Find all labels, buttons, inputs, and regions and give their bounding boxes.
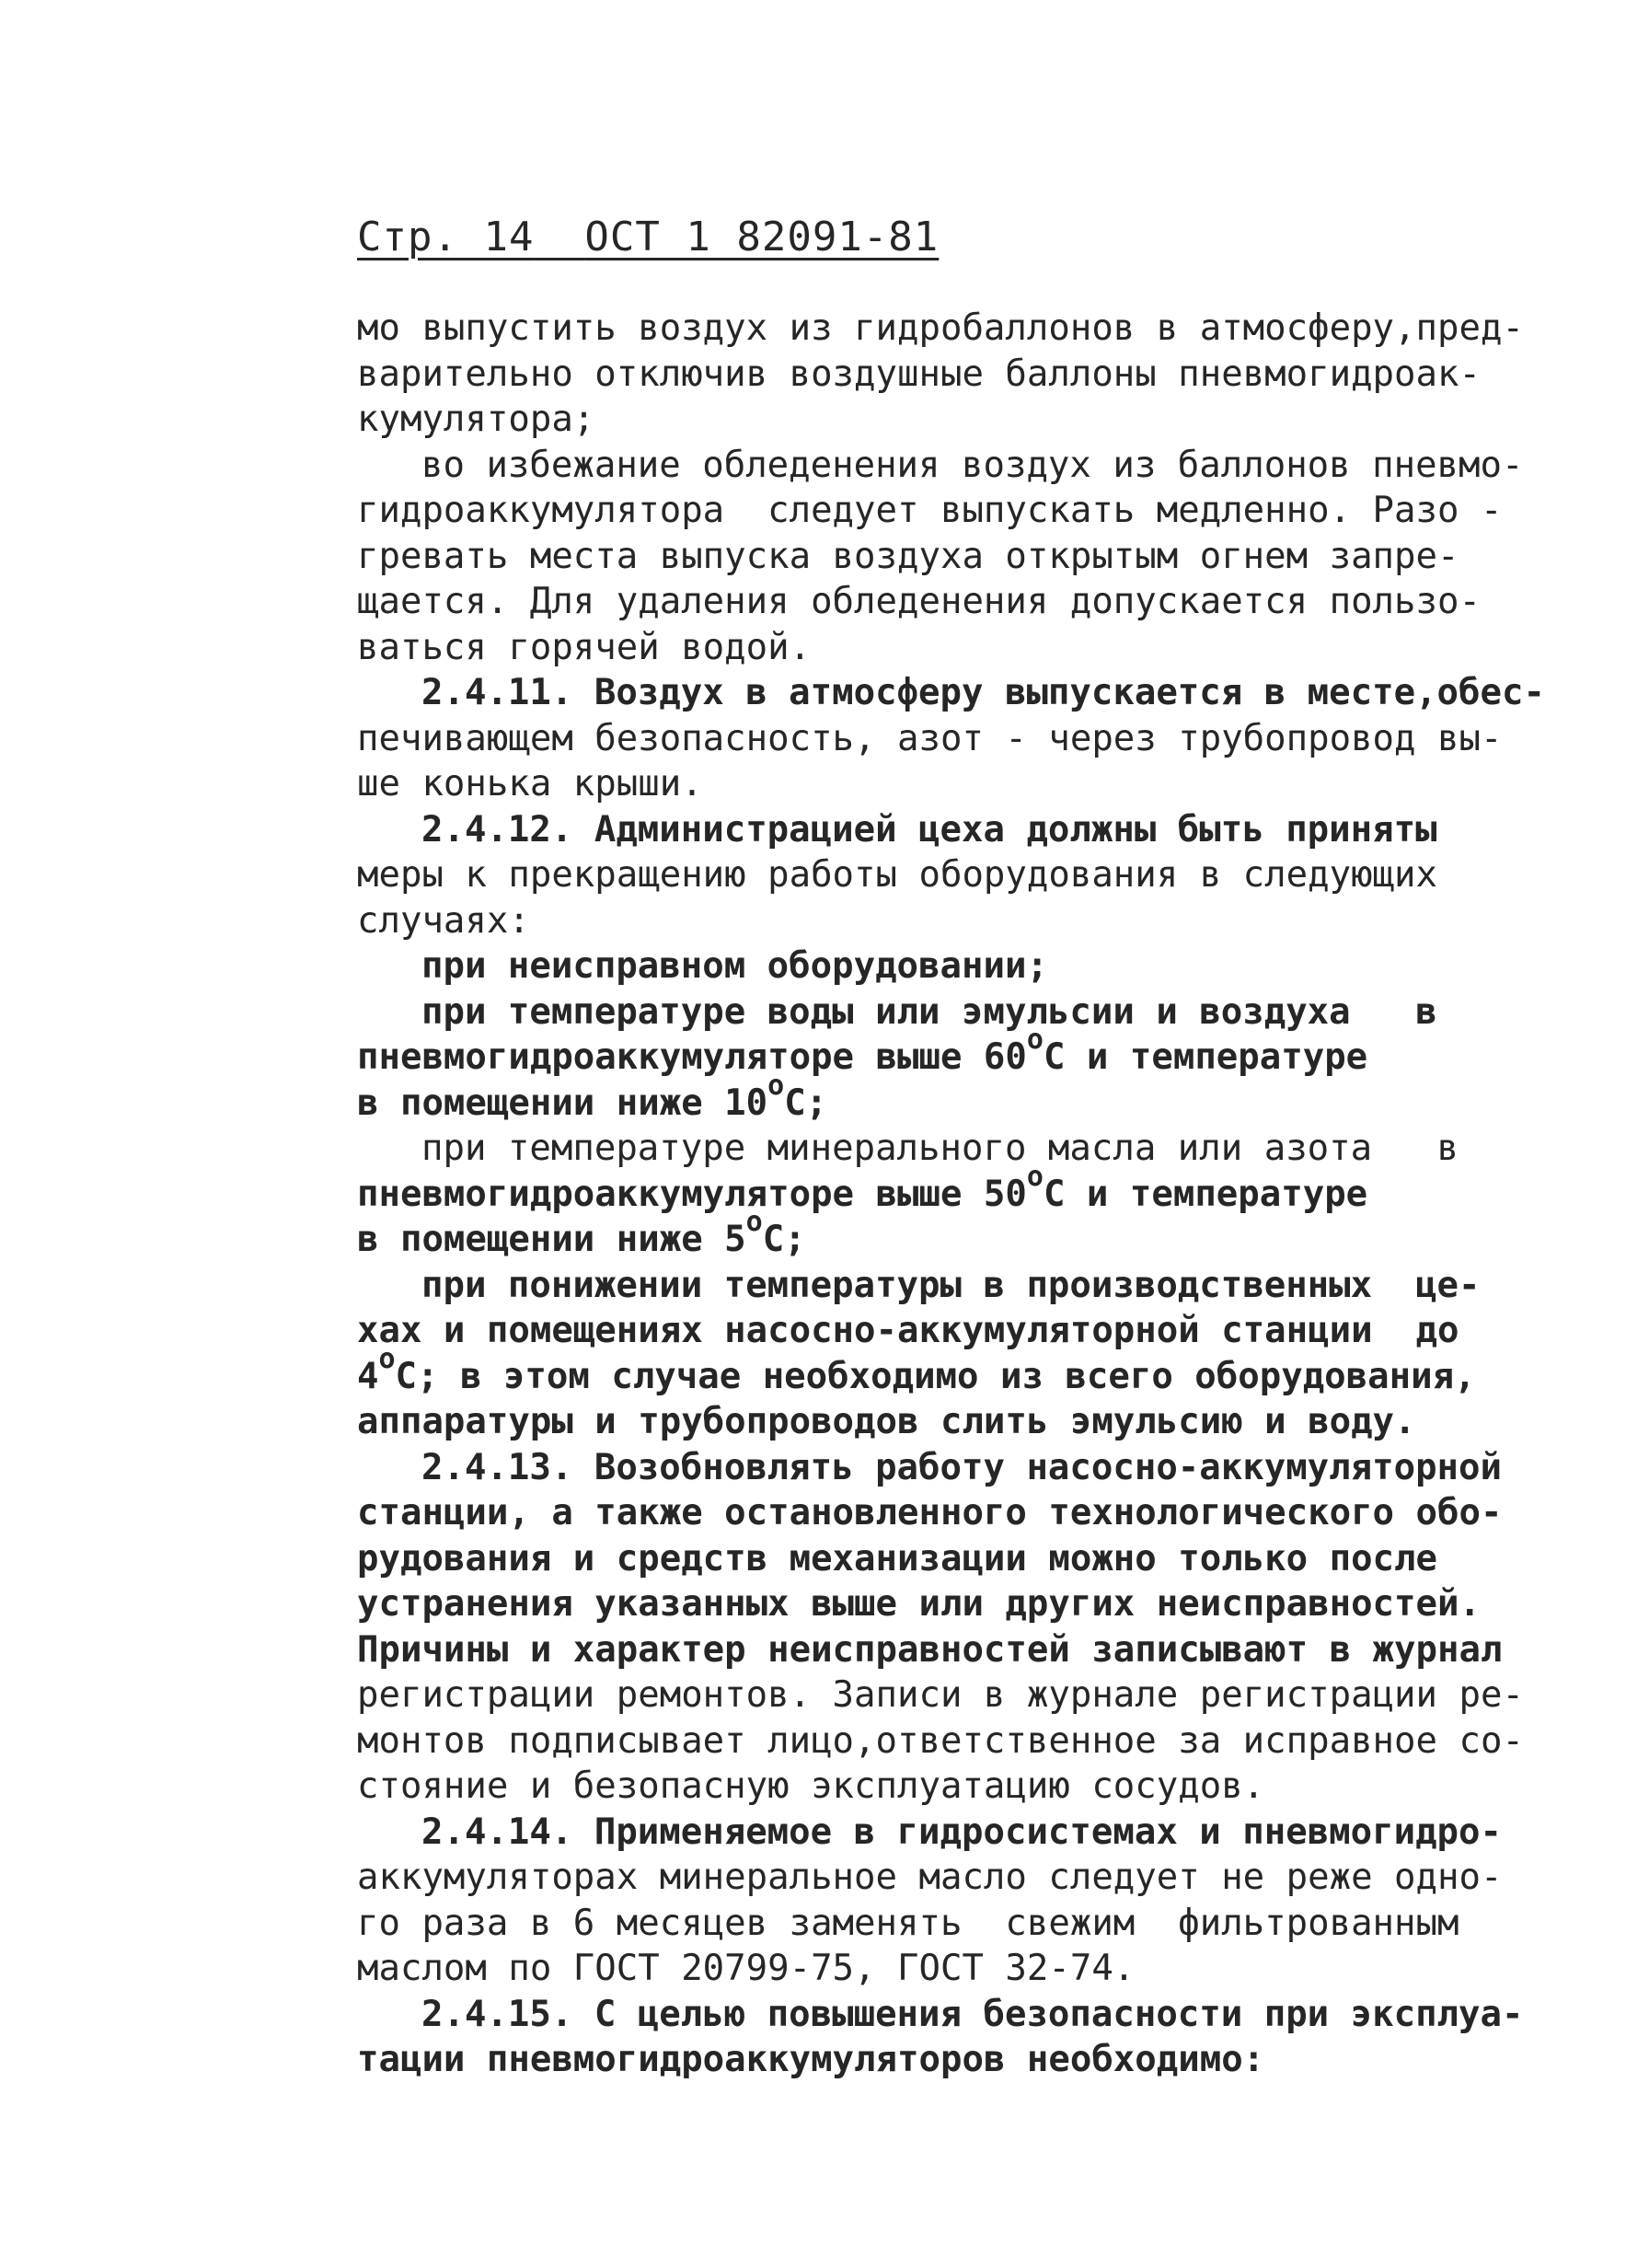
degree-sign: o — [378, 1342, 396, 1375]
text-line: регистрации ремонтов. Записи в журнале регистрации ре- — [357, 1674, 1524, 1716]
page-header — [357, 214, 939, 260]
degree-sign: o — [1026, 1160, 1044, 1193]
degree-sign: o — [745, 1206, 763, 1238]
list-item-oil-temp: при температуре минерального масла или азота в — [421, 1128, 1459, 1169]
text-line: стояние и безопасную эксплуатацию сосудов. — [357, 1765, 1265, 1807]
text-line: во избежание обледенения воздух из баллонов пневмо- — [421, 444, 1524, 486]
degree-sign: o — [1026, 1024, 1044, 1056]
text-line: аппаратуры и трубопроводов слить эмульсию и воду. — [357, 1401, 1416, 1442]
section-2-4-14: 2.4.14. Применяемое в гидросистемах и пневмогидро- — [421, 1811, 1502, 1853]
text-line: тации пневмогидроаккумуляторов необходимо: — [357, 2039, 1265, 2080]
text-line: рудования и средств механизации можно только после — [357, 1537, 1437, 1580]
text-line: мо выпустить воздух из гидробаллонов в атмосферу,пред- — [357, 307, 1524, 349]
text-line: щается. Для удаления обледенения допускается пользо- — [357, 581, 1481, 622]
text-line: меры к прекращению работы оборудования в следующих — [357, 854, 1437, 896]
text-line: Причины и характер неисправностей записывают в журнал — [357, 1628, 1503, 1671]
text-line-with-degree: в помещении ниже 10$^o$C; — [357, 1069, 828, 1124]
text-line: устранения указанных выше или других неисправностей. — [357, 1583, 1481, 1625]
text-line: гревать места выпуска воздуха открытым огнем запре- — [357, 535, 1459, 577]
text-line: станции, а также остановленного технологического обо- — [357, 1492, 1503, 1533]
list-item-low-temp: при понижении температуры в производственных це- — [421, 1264, 1481, 1306]
degree-sign: o — [767, 1069, 785, 1102]
text-line-with-degree: 4$^o$C; в этом случае необходимо из всего оборудования, — [357, 1342, 1476, 1397]
section-2-4-11: 2.4.11. Воздух в атмосферу выпускается в месте,обес- — [421, 672, 1545, 713]
section-2-4-12: 2.4.12. Администрацией цеха должны быть приняты — [421, 808, 1437, 850]
text-line-with-degree: в помещении ниже 5$^o$C; — [357, 1206, 806, 1260]
text-line: аккумуляторах минеральное масло следует не реже одно- — [357, 1857, 1503, 1898]
body-text — [357, 306, 1553, 2083]
standard-code: ОСТ 1 82091-81 — [584, 214, 940, 260]
text-line: монтов подписывает лицо,ответственное за исправное со- — [357, 1719, 1524, 1762]
text-line: ше конька крыши. — [357, 763, 703, 804]
text-line: печивающем безопасность, азот - через трубопровод вы- — [357, 717, 1503, 759]
text-line-with-degree: пневмогидроаккумуляторе выше 50$^o$C и температуре — [357, 1160, 1368, 1215]
list-item-faulty-equipment: при неисправном оборудовании; — [421, 945, 1048, 987]
text-line: ваться горячей водой. — [357, 626, 812, 668]
section-2-4-13: 2.4.13. Возобновлять работу насосно-аккумуляторной — [421, 1446, 1502, 1488]
text-line: случаях: — [357, 899, 530, 942]
text-line: го раза в 6 месяцев заменять свежим фильтрованным — [357, 1902, 1459, 1944]
text-line: гидроаккумулятора следует выпускать медленно. Разо - — [357, 490, 1503, 531]
text-line: маслом по ГОСТ 20799-75, ГОСТ 32-74. — [357, 1948, 1136, 1989]
text-line-with-degree: пневмогидроаккумуляторе выше 60$^o$C и температуре — [357, 1024, 1368, 1078]
text-line: варительно отключив воздушные баллоны пневмогидроак- — [357, 353, 1481, 395]
section-2-4-15: 2.4.15. С целью повышения безопасности при эксплуа- — [421, 1993, 1524, 2035]
text-line: кумулятора; — [357, 399, 595, 440]
text-line: хах и помещениях насосно-аккумуляторной станции до — [357, 1310, 1459, 1351]
list-item-water-temp: при температуре воды или эмульсии и воздуха в — [421, 990, 1437, 1033]
page-number: Стр. 14 — [357, 214, 535, 260]
